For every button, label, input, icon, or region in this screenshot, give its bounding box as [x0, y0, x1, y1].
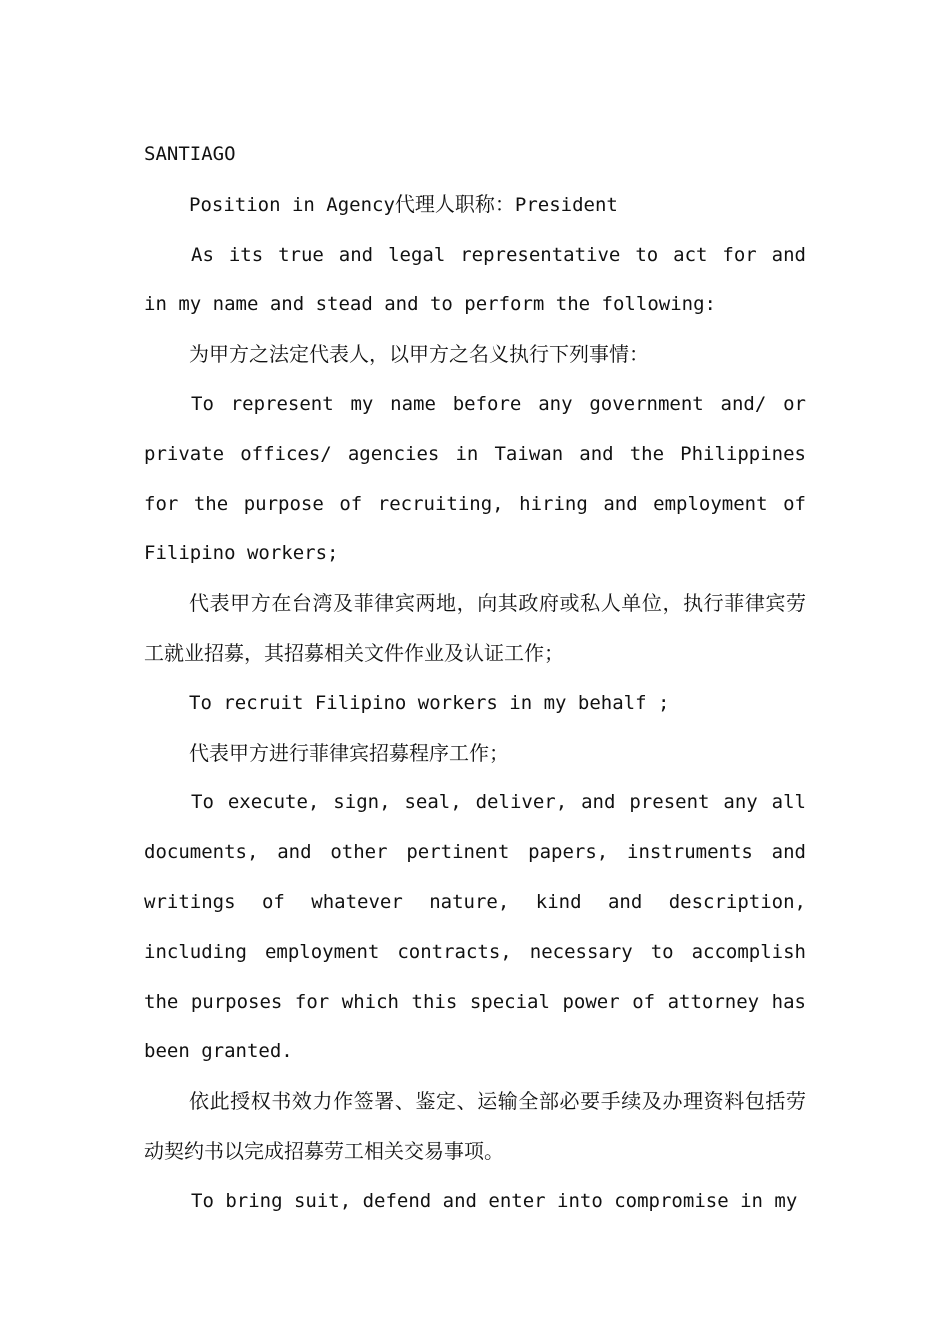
- position-label-zh: 代理人职称：: [394, 191, 515, 216]
- position-line: [144, 180, 806, 231]
- position-label: Position in Agency: [189, 193, 395, 216]
- item-2-en: To recruit Filipino workers in my behalf ;: [189, 691, 670, 714]
- item-3-en: To execute, sign, seal, deliver, and present any all documents, and other pertinent papers, instruments and writings of whatever nature, kind and description, including employment contracts, necessary to accomplish the purposes for which this special power of attorney has been granted.: [144, 791, 806, 1063]
- item-4-en: To bring suit, defend and enter into compromise in my: [191, 1189, 798, 1212]
- name-fragment: SANTIAGO: [144, 143, 236, 165]
- intro-en: As its true and legal representative to act for and in my name and stead and to perform the following:: [144, 243, 806, 316]
- item-2-zh: 代表甲方进行菲律宾招募程序工作；: [189, 740, 509, 765]
- document-page: [144, 130, 806, 1227]
- item-1-zh: 代表甲方在台湾及菲律宾两地，向其政府或私人单位，执行菲律宾劳工就业招募，其招募相关文件作业及认证工作；: [144, 591, 806, 665]
- position-value: President: [514, 193, 618, 216]
- item-3-zh: 依此授权书效力作签署、鉴定、运输全部必要手续及办理资料包括劳动契约书以完成招募劳工相关交易事项。: [144, 1089, 806, 1163]
- intro-zh: 为甲方之法定代表人，以甲方之名义执行下列事情：: [189, 342, 649, 367]
- item-1-en: To represent my name before any government and/ or private offices/ agencies in Taiwan and the Philippines for the purpose of recruiting, hiring and employment of Filipino workers;: [144, 392, 806, 565]
